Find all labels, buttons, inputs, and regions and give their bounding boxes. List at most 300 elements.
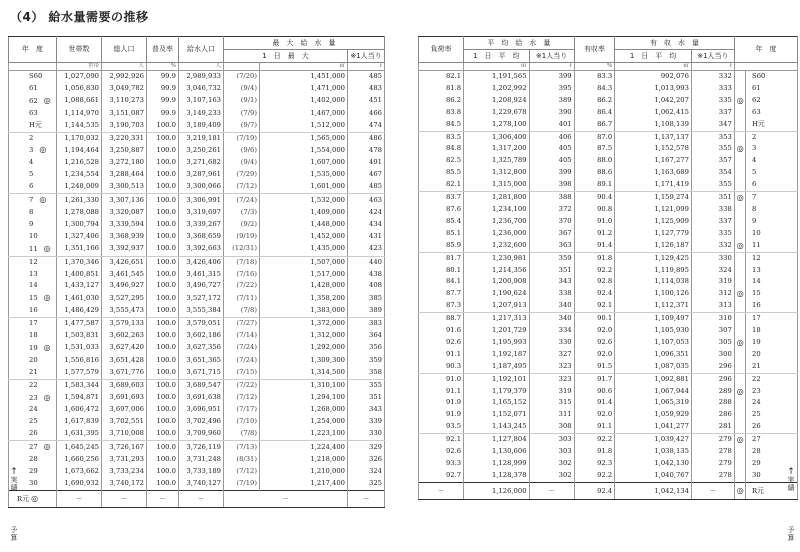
max-pc-cell: 486 xyxy=(348,132,385,144)
table-row xyxy=(9,305,385,317)
population-cell: 3,339,594 xyxy=(102,219,147,231)
year-cell xyxy=(9,318,57,330)
year-label: 27 xyxy=(29,443,38,452)
ratio-cell: 100.0 xyxy=(147,169,179,181)
max-date-cell: (9/6) xyxy=(224,144,260,157)
year-cell: 24 xyxy=(746,397,798,409)
year-cell: 6 xyxy=(746,179,798,191)
effective-cell: 88.0 xyxy=(574,155,615,167)
eff-day-cell: 1,059,929 xyxy=(615,409,692,421)
effective-cell: 92.2 xyxy=(574,265,615,277)
avg-day-cell: 1,201,729 xyxy=(464,325,529,337)
population-cell: 3,740,172 xyxy=(102,478,147,490)
avg-day-cell: 1,191,565 xyxy=(464,71,529,83)
households-cell: 1,261,330 xyxy=(57,194,102,207)
left-budget-row xyxy=(9,490,385,507)
served-cell: 3,691,638 xyxy=(179,392,224,405)
avg-pc-cell: 343 xyxy=(529,276,574,288)
eff-pc-cell: 332 xyxy=(691,71,734,83)
population-cell: 3,110,273 xyxy=(102,95,147,108)
year-label: 15 xyxy=(29,294,38,303)
plan-mark: ◎ xyxy=(39,195,47,205)
ratio-cell: 100.0 xyxy=(147,256,179,268)
population-cell: 3,300,513 xyxy=(102,181,147,193)
year-label: 2 xyxy=(29,133,34,142)
ratio-cell: 100.0 xyxy=(147,478,179,490)
max-pc-cell: 355 xyxy=(348,379,385,391)
table-row xyxy=(9,108,385,120)
eff-pc-cell: 355 xyxy=(691,179,734,191)
avg-pc-cell: 302 xyxy=(529,470,574,482)
header-avg: 平 均 給 水 量 xyxy=(464,37,575,50)
max-date-cell: (7/24) xyxy=(224,194,260,207)
eff-day-cell: 1,096,351 xyxy=(615,349,692,361)
budget-year-right: R元 xyxy=(746,482,798,499)
table-row xyxy=(419,361,798,373)
year-cell: H元 xyxy=(746,119,798,131)
avg-day-cell: 1,165,152 xyxy=(464,397,529,409)
avg-pc-cell: 389 xyxy=(529,95,574,107)
max-pc-cell: 438 xyxy=(348,269,385,281)
eff-day-cell: 1,109,497 xyxy=(615,313,692,325)
served-cell: 3,696,951 xyxy=(179,404,224,416)
max-pc-cell: 359 xyxy=(348,355,385,367)
table-row xyxy=(419,71,798,83)
budget-load: － xyxy=(419,482,464,499)
max-day-cell: 1,383,000 xyxy=(260,305,348,317)
header-max: 最 大 給 水 量 xyxy=(224,37,385,50)
effective-cell: 92.8 xyxy=(574,276,615,288)
table-row xyxy=(419,470,798,482)
year-cell: 25 xyxy=(746,409,798,421)
max-date-cell: (7/27) xyxy=(224,318,260,330)
table-row xyxy=(419,337,798,349)
eff-pc-cell: 278 xyxy=(691,470,734,482)
avg-day-cell: 1,128,378 xyxy=(464,470,529,482)
avg-pc-cell: 311 xyxy=(529,409,574,421)
max-date-cell: (9/4) xyxy=(224,157,260,169)
max-pc-cell: 485 xyxy=(348,181,385,193)
ratio-cell: 100.0 xyxy=(147,207,179,219)
max-pc-cell: 356 xyxy=(348,342,385,355)
table-row xyxy=(419,421,798,433)
table-row xyxy=(419,386,798,398)
avg-pc-cell: 302 xyxy=(529,458,574,470)
plan-mark-cell: ◎ xyxy=(734,192,745,204)
table-row xyxy=(419,446,798,458)
effective-cell: 92.0 xyxy=(574,325,615,337)
max-day-cell: 1,312,000 xyxy=(260,330,348,342)
effective-cell: 88.6 xyxy=(574,167,615,179)
right-budget-row xyxy=(419,482,798,499)
load-cell: 91.6 xyxy=(419,325,464,337)
table-row xyxy=(9,367,385,379)
effective-cell: 92.0 xyxy=(574,349,615,361)
year-cell: 12 xyxy=(746,252,798,264)
load-cell: 85.1 xyxy=(419,228,464,240)
table-row xyxy=(9,416,385,428)
max-day-cell: 1,467,000 xyxy=(260,108,348,120)
year-label: 11 xyxy=(29,244,38,253)
left-actual-label: ↑ 実績 xyxy=(10,467,18,492)
year-cell: 9 xyxy=(746,216,798,228)
plan-mark-cell xyxy=(734,361,745,373)
right-budget-label: 予算 xyxy=(787,526,795,542)
right-actual-label: ↑ 実績 xyxy=(787,467,795,492)
avg-day-cell: 1,152,071 xyxy=(464,409,529,421)
max-date-cell: (7/24) xyxy=(224,355,260,367)
avg-day-cell: 1,207,913 xyxy=(464,300,529,312)
max-day-cell: 1,223,100 xyxy=(260,428,348,440)
max-date-cell: (7/13) xyxy=(224,441,260,454)
households-cell: 1,645,245 xyxy=(57,441,102,454)
year-label: 28 xyxy=(29,455,38,464)
year-cell: 26 xyxy=(746,421,798,433)
load-cell: 83.5 xyxy=(419,131,464,143)
plan-mark-cell xyxy=(734,71,745,83)
table-row xyxy=(419,240,798,252)
table-row xyxy=(9,256,385,268)
table-row xyxy=(9,231,385,243)
load-cell: 92.6 xyxy=(419,446,464,458)
table-row xyxy=(419,349,798,361)
population-cell: 3,368,939 xyxy=(102,231,147,243)
table-row xyxy=(419,325,798,337)
year-label: 23 xyxy=(29,393,38,402)
eff-pc-cell: 337 xyxy=(691,216,734,228)
load-cell: 93.3 xyxy=(419,458,464,470)
max-day-cell: 1,294,100 xyxy=(260,392,348,405)
max-day-cell: 1,254,000 xyxy=(260,416,348,428)
eff-pc-cell: 338 xyxy=(691,204,734,216)
plan-mark-cell xyxy=(734,228,745,240)
year-label: 19 xyxy=(29,343,38,352)
eff-pc-cell: 305 xyxy=(691,337,734,349)
eff-pc-cell: 351 xyxy=(691,192,734,204)
max-date-cell: (7/20) xyxy=(224,71,260,83)
avg-day-cell: 1,325,789 xyxy=(464,155,529,167)
population-cell: 3,288,464 xyxy=(102,169,147,181)
served-cell: 3,392,663 xyxy=(179,243,224,256)
year-cell: 8 xyxy=(746,204,798,216)
ratio-cell: 99.9 xyxy=(147,71,179,83)
eff-pc-cell: 324 xyxy=(691,265,734,277)
population-cell: 3,461,545 xyxy=(102,269,147,281)
max-date-cell: (7/16) xyxy=(224,269,260,281)
ratio-cell: 100.0 xyxy=(147,355,179,367)
population-cell: 3,579,133 xyxy=(102,318,147,330)
budget-mark-right: ◎ xyxy=(734,482,745,499)
year-cell xyxy=(9,169,57,181)
year-label: H元 xyxy=(29,120,42,129)
max-pc-cell: 364 xyxy=(348,330,385,342)
households-cell: 1,400,851 xyxy=(57,269,102,281)
max-pc-cell: 408 xyxy=(348,280,385,292)
table-row xyxy=(419,313,798,325)
eff-day-cell: 1,092,881 xyxy=(615,373,692,385)
year-cell: 3 xyxy=(746,143,798,155)
max-date-cell: (7/10) xyxy=(224,416,260,428)
year-cell: 63 xyxy=(746,107,798,119)
max-date-cell: (7/12) xyxy=(224,392,260,405)
plan-mark-cell xyxy=(734,216,745,228)
load-cell: 84.5 xyxy=(419,119,464,131)
year-cell: 19 xyxy=(746,337,798,349)
max-date-cell: (9/4) xyxy=(224,83,260,95)
year-cell: 22 xyxy=(746,373,798,385)
avg-pc-cell: 388 xyxy=(529,192,574,204)
ratio-cell: 100.0 xyxy=(147,428,179,440)
unit-ratio: % xyxy=(147,63,179,71)
eff-day-cell: 1,167,277 xyxy=(615,155,692,167)
avg-pc-cell: 351 xyxy=(529,265,574,277)
header-year-right: 年 度 xyxy=(734,37,797,63)
year-label: 8 xyxy=(29,207,34,216)
table-row xyxy=(9,243,385,256)
population-cell: 3,710,008 xyxy=(102,428,147,440)
year-label: 18 xyxy=(29,331,38,340)
eff-day-cell: 1,107,053 xyxy=(615,337,692,349)
year-cell: 15 xyxy=(746,288,798,300)
households-cell: 1,170,032 xyxy=(57,132,102,144)
table-row xyxy=(9,71,385,83)
max-date-cell: (7/14) xyxy=(224,330,260,342)
eff-pc-cell: 279 xyxy=(691,458,734,470)
load-cell: 92.1 xyxy=(419,434,464,446)
max-pc-cell: 434 xyxy=(348,219,385,231)
eff-pc-cell: 278 xyxy=(691,446,734,458)
max-day-cell: 1,409,000 xyxy=(260,207,348,219)
plan-mark-cell xyxy=(734,119,745,131)
left-table xyxy=(8,36,385,508)
budget-served: － xyxy=(179,490,224,507)
plan-mark-cell: ◎ xyxy=(734,240,745,252)
ratio-cell: 100.0 xyxy=(147,454,179,466)
table-row xyxy=(419,373,798,385)
year-cell: S60 xyxy=(746,71,798,83)
max-date-cell: (7/24) xyxy=(224,342,260,355)
table-row xyxy=(9,181,385,193)
eff-pc-cell: 313 xyxy=(691,300,734,312)
max-pc-cell: 463 xyxy=(348,194,385,207)
max-day-cell: 1,435,000 xyxy=(260,243,348,256)
ratio-cell: 100.0 xyxy=(147,194,179,207)
header-population: 総人口 xyxy=(102,37,147,63)
year-cell xyxy=(9,454,57,466)
max-date-cell: (7/19) xyxy=(224,478,260,490)
load-cell: 92.7 xyxy=(419,470,464,482)
table-row xyxy=(419,228,798,240)
year-cell xyxy=(9,120,57,132)
year-cell xyxy=(9,379,57,391)
table-row xyxy=(419,119,798,131)
avg-pc-cell: 395 xyxy=(529,83,574,95)
table-row xyxy=(9,330,385,342)
plan-mark-cell xyxy=(734,325,745,337)
max-day-cell: 1,217,400 xyxy=(260,478,348,490)
eff-day-cell: 1,067,944 xyxy=(615,386,692,398)
plan-mark-cell xyxy=(734,204,745,216)
max-date-cell: (7/11) xyxy=(224,292,260,305)
max-date-cell: (7/8) xyxy=(224,305,260,317)
table-row xyxy=(419,409,798,421)
max-date-cell: (7/12) xyxy=(224,466,260,478)
eff-pc-cell: 353 xyxy=(691,131,734,143)
served-cell: 3,339,267 xyxy=(179,219,224,231)
year-cell: 13 xyxy=(746,265,798,277)
ratio-cell: 100.0 xyxy=(147,181,179,193)
unit-avg-day: ㎥ xyxy=(464,63,529,71)
load-cell: 93.5 xyxy=(419,421,464,433)
year-cell xyxy=(9,269,57,281)
avg-pc-cell: 334 xyxy=(529,325,574,337)
max-date-cell: (7/22) xyxy=(224,379,260,391)
year-cell xyxy=(9,243,57,256)
effective-cell: 90.1 xyxy=(574,313,615,325)
plan-mark-cell xyxy=(734,409,745,421)
left-budget-label: 予算 xyxy=(10,526,18,542)
max-pc-cell: 325 xyxy=(348,478,385,490)
header-year: 年 度 xyxy=(9,37,57,63)
effective-cell: 83.3 xyxy=(574,71,615,83)
eff-pc-cell: 347 xyxy=(691,119,734,131)
eff-pc-cell: 357 xyxy=(691,155,734,167)
table-row xyxy=(419,155,798,167)
year-label: 62 xyxy=(29,96,38,105)
header-ratio: 普及率 xyxy=(147,37,179,63)
table-row xyxy=(419,276,798,288)
max-pc-cell: 343 xyxy=(348,404,385,416)
ratio-cell: 100.0 xyxy=(147,441,179,454)
max-pc-cell: 330 xyxy=(348,428,385,440)
ratio-cell: 100.0 xyxy=(147,367,179,379)
eff-day-cell: 1,112,371 xyxy=(615,300,692,312)
load-cell: 81.7 xyxy=(419,252,464,264)
population-cell: 3,320,087 xyxy=(102,207,147,219)
budget-max-day: － xyxy=(224,490,348,507)
avg-pc-cell: 398 xyxy=(529,179,574,191)
year-cell xyxy=(9,292,57,305)
eff-pc-cell: 281 xyxy=(691,421,734,433)
year-cell xyxy=(9,404,57,416)
households-cell: 1,027,090 xyxy=(57,71,102,83)
year-label: 16 xyxy=(29,306,38,315)
max-day-cell: 1,428,000 xyxy=(260,280,348,292)
avg-day-cell: 1,143,245 xyxy=(464,421,529,433)
table-row xyxy=(9,292,385,305)
avg-day-cell: 1,192,187 xyxy=(464,349,529,361)
households-cell: 1,248,009 xyxy=(57,181,102,193)
ratio-cell: 100.0 xyxy=(147,231,179,243)
households-cell: 1,583,344 xyxy=(57,379,102,391)
max-date-cell: (7/3) xyxy=(224,207,260,219)
eff-pc-cell: 354 xyxy=(691,167,734,179)
load-cell: 91.0 xyxy=(419,373,464,385)
table-row xyxy=(419,179,798,191)
served-cell: 3,107,163 xyxy=(179,95,224,108)
population-cell: 3,689,603 xyxy=(102,379,147,391)
max-pc-cell: 474 xyxy=(348,120,385,132)
table-row xyxy=(9,318,385,330)
served-cell: 3,671,715 xyxy=(179,367,224,379)
load-cell: 82.1 xyxy=(419,179,464,191)
year-label: 10 xyxy=(29,231,38,240)
year-cell xyxy=(9,181,57,193)
served-cell: 3,579,051 xyxy=(179,318,224,330)
avg-day-cell: 1,202,992 xyxy=(464,83,529,95)
population-cell: 3,627,420 xyxy=(102,342,147,355)
budget-population: － xyxy=(102,490,147,507)
load-cell: 80.1 xyxy=(419,265,464,277)
population-cell: 3,602,263 xyxy=(102,330,147,342)
households-cell: 1,056,830 xyxy=(57,83,102,95)
max-pc-cell: 385 xyxy=(348,292,385,305)
load-cell: 86.2 xyxy=(419,95,464,107)
effective-cell: 92.4 xyxy=(574,288,615,300)
max-pc-cell: 329 xyxy=(348,441,385,454)
budget-ratio: － xyxy=(147,490,179,507)
population-cell: 3,049,782 xyxy=(102,83,147,95)
eff-day-cell: 1,152,578 xyxy=(615,143,692,155)
avg-pc-cell: 401 xyxy=(529,119,574,131)
plan-mark: ◎ xyxy=(43,342,51,352)
max-day-cell: 1,372,000 xyxy=(260,318,348,330)
year-cell xyxy=(9,71,57,83)
households-cell: 1,234,554 xyxy=(57,169,102,181)
max-day-cell: 1,535,000 xyxy=(260,169,348,181)
table-row xyxy=(9,466,385,478)
plan-mark-cell xyxy=(734,446,745,458)
households-cell: 1,114,970 xyxy=(57,108,102,120)
plan-mark-cell: ◎ xyxy=(734,95,745,107)
households-cell: 1,486,429 xyxy=(57,305,102,317)
avg-pc-cell: 363 xyxy=(529,240,574,252)
avg-day-cell: 1,214,356 xyxy=(464,265,529,277)
avg-day-cell: 1,281,800 xyxy=(464,192,529,204)
population-cell: 3,671,776 xyxy=(102,367,147,379)
year-label: 6 xyxy=(29,182,34,191)
right-table-body xyxy=(419,71,798,483)
year-cell: 61 xyxy=(746,83,798,95)
eff-day-cell: 1,163,689 xyxy=(615,167,692,179)
effective-cell: 87.0 xyxy=(574,131,615,143)
households-cell: 1,088,661 xyxy=(57,95,102,108)
population-cell: 3,272,180 xyxy=(102,157,147,169)
households-cell: 1,144,535 xyxy=(57,120,102,132)
table-row xyxy=(9,219,385,231)
households-cell: 1,690,932 xyxy=(57,478,102,490)
avg-day-cell: 1,234,100 xyxy=(464,204,529,216)
population-cell: 3,702,551 xyxy=(102,416,147,428)
unit-households: 世帯 xyxy=(57,63,102,71)
max-day-cell: 1,554,000 xyxy=(260,144,348,157)
served-cell: 3,287,961 xyxy=(179,169,224,181)
table-row xyxy=(9,342,385,355)
load-cell: 83.8 xyxy=(419,107,464,119)
year-cell xyxy=(9,219,57,231)
year-cell: 29 xyxy=(746,458,798,470)
eff-day-cell: 1,040,767 xyxy=(615,470,692,482)
table-row xyxy=(9,120,385,132)
table-row xyxy=(419,167,798,179)
effective-cell: 91.7 xyxy=(574,373,615,385)
year-cell: 2 xyxy=(746,131,798,143)
table-row xyxy=(9,194,385,207)
year-label: 29 xyxy=(29,467,38,475)
year-cell xyxy=(9,157,57,169)
effective-cell: 92.2 xyxy=(574,434,615,446)
avg-pc-cell: 372 xyxy=(529,204,574,216)
